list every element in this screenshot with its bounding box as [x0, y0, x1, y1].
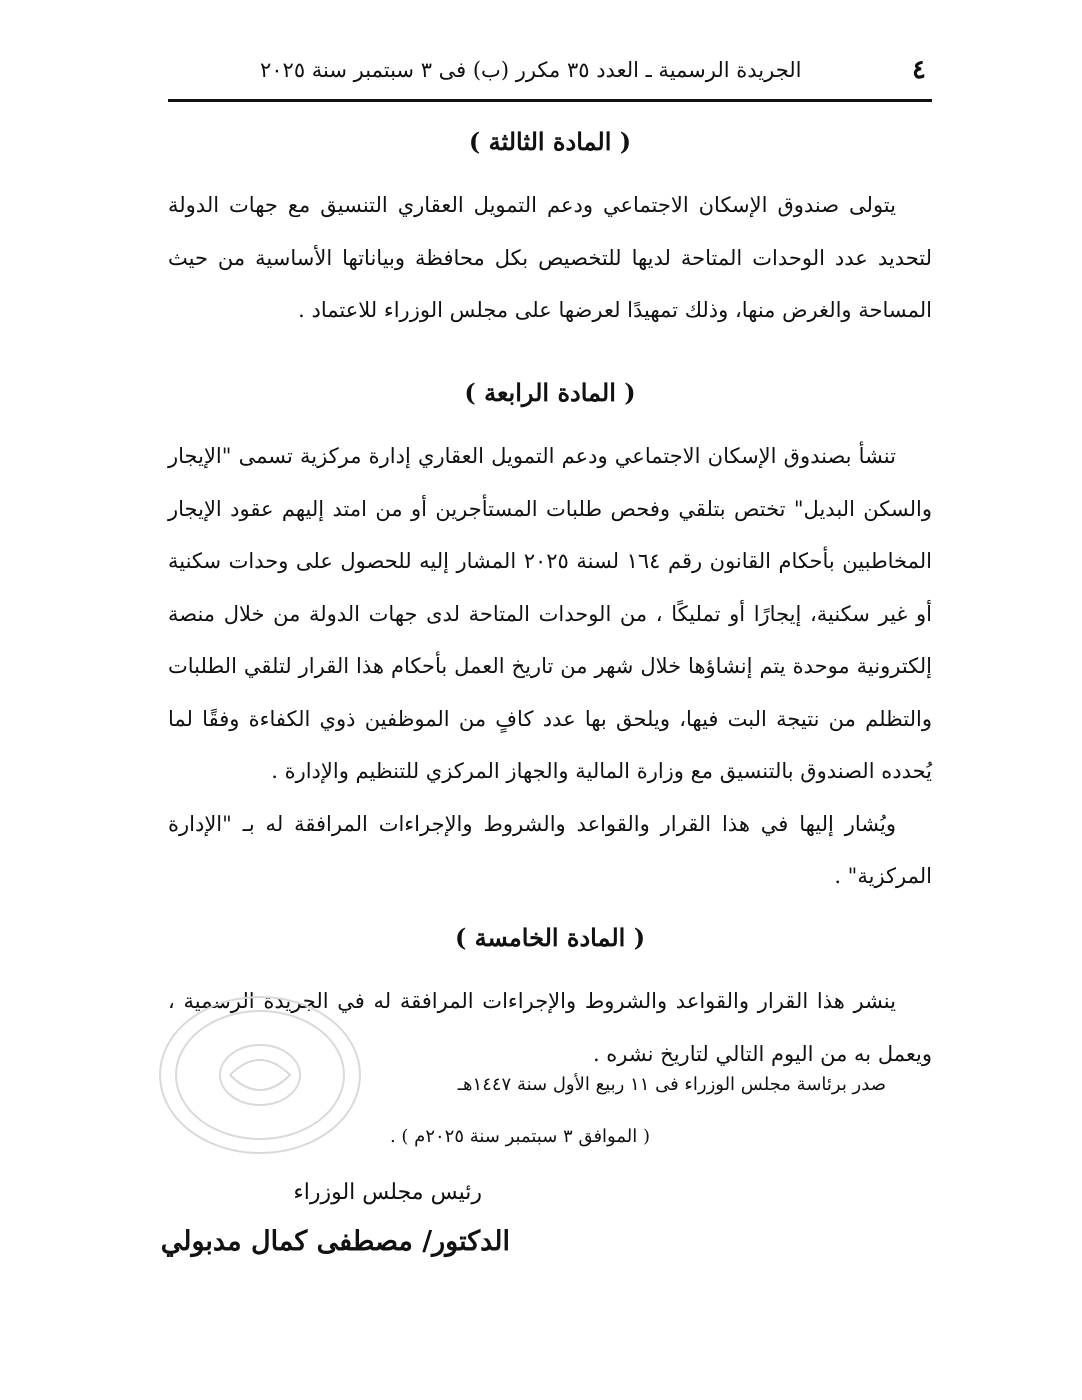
- page-header: [168, 48, 932, 92]
- signatory-name: الدكتور/ مصطفى كمال مدبولي: [160, 1226, 510, 1257]
- article-3-title: ( المادة الثالثة ): [468, 127, 632, 156]
- article-5-title: ( المادة الخامسة ): [454, 923, 646, 952]
- issuance-date-hijri: صدر برئاسة مجلس الوزراء فى ١١ ربيع الأول سنة ١٤٤٧هـ: [457, 1074, 886, 1095]
- header-divider: [168, 99, 932, 102]
- signatory-title: رئيس مجلس الوزراء: [293, 1180, 482, 1205]
- article-4: [168, 373, 932, 903]
- official-seal-stamp: [150, 990, 370, 1160]
- article-4-paragraph-2: ويُشار إليها في هذا القرار والقواعد والشروط والإجراءات المرافقة له بـ "الإدارة المركزية" .: [168, 811, 932, 888]
- article-5-paragraph: ينشر هذا القرار والقواعد والشروط والإجراءات المرافقة له في الجريدة الرسمية ، ويعمل به من اليوم التالي لتاريخ نشره .: [168, 989, 932, 1066]
- page-number: ٤: [912, 55, 926, 85]
- article-3-paragraph: يتولى صندوق الإسكان الاجتماعي ودعم التمويل العقاري التنسيق مع جهات الدولة لتحديد عدد الوحدات المتاحة لديها للتخصيص بكل محافظة وبياناتها الأساسية من حيث المساحة والغرض منها، وذلك تمهيدًا لعرضها على مجلس الوزراء للاعتماد .: [168, 193, 932, 322]
- issuance-date-gregorian: ( الموافق ٣ سبتمبر سنة ٢٠٢٥م ) .: [389, 1126, 650, 1147]
- gazette-header-title: الجريدة الرسمية ـ العدد ٣٥ مكرر (ب) فى ٣ سبتمبر سنة ٢٠٢٥: [260, 58, 802, 82]
- article-4-paragraph-1: تنشأ بصندوق الإسكان الاجتماعي ودعم التمويل العقاري إدارة مركزية تسمى "الإيجار والسكن البديل" تختص بتلقي وفحص طلبات المستأجرين أو من امتد إليهم عقود الإيجار المخاطبين بأحكام القانون رقم ١٦٤ لسنة ٢٠٢٥ المشار إليه للحصول على وحدات سكنية أو غير سكنية، إيجارًا أو تمليكًا ، من الوحدات المتاحة لدى جهات الدولة من خلال منصة إلكترونية موحدة يتم إنشاؤها خلال شهر من تاريخ العمل بأحكام هذا القرار لتلقي الطلبات والتظلم من نتيجة البت فيها، ويلحق بها عدد كافٍ من الموظفين ذوي الكفاءة وفقًا لما يُحدده الصندوق بالتنسيق مع وزارة المالية والجهاز المركزي للتنظيم والإدارة .: [168, 444, 932, 783]
- article-3: [168, 122, 932, 337]
- article-4-title: ( المادة الرابعة ): [464, 378, 636, 407]
